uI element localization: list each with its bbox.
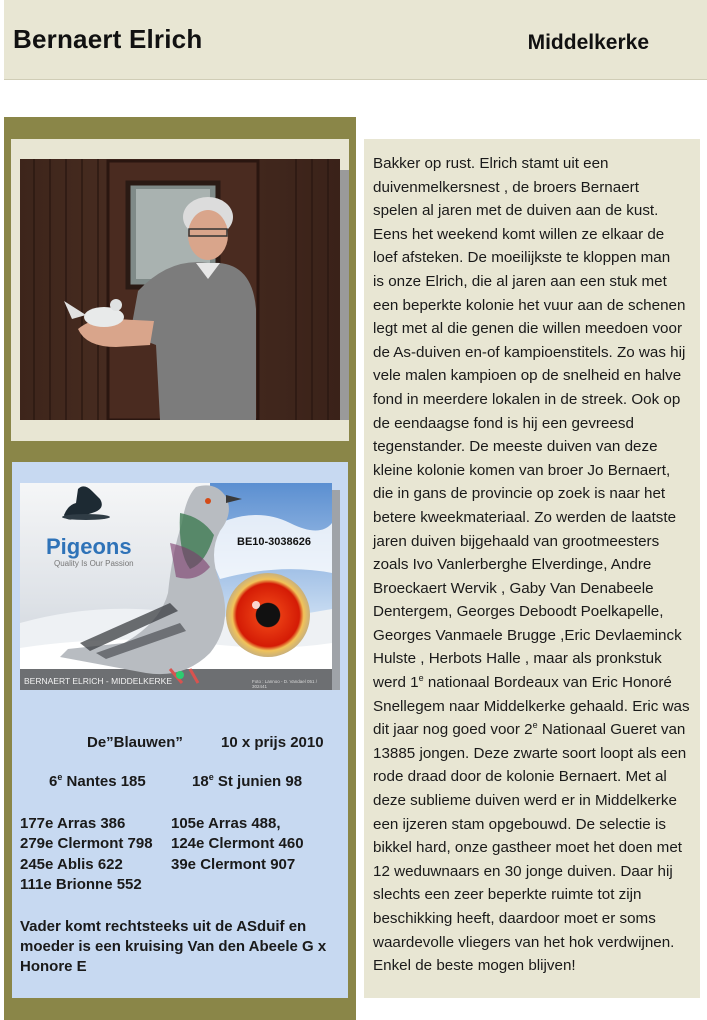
story-superscript: e bbox=[532, 720, 538, 731]
story-line: loef afsteken. De moeilijkste te kloppen man bbox=[373, 249, 671, 267]
top-result-1 bbox=[49, 773, 146, 790]
story-line: Dentergem, Georges Deboodt Poelkapelle, bbox=[373, 603, 664, 621]
top-result-2-sup: e bbox=[208, 772, 214, 782]
result-item: 279e Clermont 798 bbox=[20, 835, 153, 852]
result-item: 177e Arras 386 bbox=[20, 815, 126, 832]
top-result-2-rank: 18 bbox=[192, 773, 209, 790]
story-line: tegenstander. De meeste duiven van deze bbox=[373, 438, 658, 456]
fancier-name: Bernaert Elrich bbox=[13, 24, 203, 54]
page-header bbox=[4, 0, 707, 80]
story-line: rode draad door de kolonie Bernaert. Met al bbox=[373, 768, 667, 786]
story-line: kleine kolonie komen van broer Jo Bernaert, bbox=[373, 461, 671, 479]
story-line: jaren duiven bijgehaald van grootmeesters bbox=[373, 532, 660, 550]
card-caption: BERNAERT ELRICH - MIDDELKERKE bbox=[24, 676, 172, 686]
pedigree-line: Vader komt rechtsteeks uit de ASduif en bbox=[20, 918, 307, 935]
photo-credit: Foto : Lannoo - D. Vandael 051 / 302441 bbox=[252, 679, 317, 689]
story-line: die in gans de provincie op zoek is naar het bbox=[373, 485, 666, 503]
story-line: bikkel hard, onze gastheer moet het doen met bbox=[373, 839, 683, 857]
pigeon-card-art bbox=[20, 483, 332, 690]
story-line: beschikking heeft, daardoor moet er soms bbox=[373, 910, 656, 927]
story-line: duivenmelkersnest , de broers Bernaert bbox=[373, 178, 639, 196]
brand-tagline: Quality Is Our Passion bbox=[54, 559, 134, 568]
story-line: deze sublieme duiven werd er in Middelkerke bbox=[373, 792, 677, 810]
story-line: 12 weduwnaars en 30 jonge duiven. Daar hij bbox=[373, 862, 673, 880]
fancier-photo-drawing bbox=[20, 159, 340, 420]
story-line: is onze Elrich, die al jaren aan een stuk met bbox=[373, 272, 667, 290]
story-line: een ijzeren stam opgebouwd. De selectie is bbox=[373, 815, 666, 833]
result-item: 39e Clermont 907 bbox=[171, 856, 296, 873]
story-line: slechts een zeer beperkte ruimte tot zijn bbox=[373, 886, 642, 904]
story-line: vele malen kampioen op de snelheid en halve bbox=[373, 367, 682, 385]
story-fragment: nationaal Bordeaux van Eric Honoré bbox=[423, 674, 672, 692]
result-item: 105e Arras 488, bbox=[171, 815, 281, 832]
story-text bbox=[373, 152, 703, 978]
result-item: 245e Ablis 622 bbox=[20, 856, 123, 873]
story-line: zoals Ivo Vanlerberghe Elverdinge, Andre bbox=[373, 556, 652, 574]
story-line: Georges Vanmaele Brugge ,Eric Devlaeminck bbox=[373, 626, 682, 644]
ring-number: BE10-3038626 bbox=[237, 536, 312, 548]
bird-name: De”Blauwen” bbox=[87, 734, 183, 751]
story-fragment: Nationaal Gueret van bbox=[537, 721, 686, 739]
pigeon-card bbox=[20, 483, 332, 690]
story-line bbox=[373, 671, 703, 695]
fancier-town: Middelkerke bbox=[527, 31, 649, 54]
bird-prize-count: 10 x prijs 2010 bbox=[221, 734, 324, 751]
story-line: Snellegem naar Middelkerke gehaald. Eric was bbox=[373, 697, 690, 715]
story-superscript: e bbox=[418, 673, 424, 683]
top-result-1-sup: e bbox=[57, 772, 63, 782]
story-line: de eendaagse fond is hij een gevreesd bbox=[373, 414, 634, 432]
story-fragment: dit jaar nog goed voor 2 bbox=[373, 721, 533, 739]
story-line bbox=[373, 718, 703, 742]
story-line: een beperkte kolonie het vuur aan de schenen bbox=[373, 296, 686, 314]
story-line: waardevolle vliegers van het hok verdwijnen. bbox=[373, 933, 675, 951]
pedigree-line: Honore E bbox=[20, 958, 87, 975]
story-line: de As-duiven en-of kampioenstitels. Zo was hij bbox=[373, 343, 686, 361]
top-result-2 bbox=[192, 773, 302, 790]
result-item: 111e Brionne 552 bbox=[20, 876, 142, 893]
story-line: Bakker op rust. Elrich stamt uit een bbox=[373, 155, 609, 172]
story-line: Eens het weekend komt willen ze elkaar de bbox=[373, 225, 665, 243]
top-result-1-race: Nantes 185 bbox=[62, 773, 146, 790]
story-line: Hulste , Herbots Halle , maar als pronkstuk bbox=[373, 650, 662, 668]
story-line: spelen al jaren met de duiven aan de kust. bbox=[373, 202, 659, 220]
story-line: Broeckaert Wervik , Gaby Van Denabeele bbox=[373, 579, 654, 597]
brand-name: Pigeons bbox=[46, 534, 132, 559]
photo-shadow bbox=[340, 170, 349, 420]
story-line: 13885 jongen. Deze zwarte soort loopt als een bbox=[373, 744, 687, 762]
story-line: Enkel de beste mogen blijven! bbox=[373, 957, 576, 975]
fancier-photo bbox=[20, 159, 340, 420]
pedigree-line: moeder is een kruising Van den Abeele G x bbox=[20, 938, 327, 955]
story-fragment: werd 1 bbox=[373, 674, 419, 692]
top-result-1-rank: 6 bbox=[49, 773, 58, 790]
result-item: 124e Clermont 460 bbox=[171, 835, 304, 852]
story-line: fond in meerdere lokalen in de streek. Ook op bbox=[373, 390, 681, 408]
card-shadow bbox=[332, 490, 340, 690]
top-result-2-race: St junien 98 bbox=[213, 773, 303, 790]
story-line: betere kweekmateriaal. Zo werden de laatste bbox=[373, 508, 677, 526]
story-line: legt met al die genen die willen meedoen voor bbox=[373, 320, 683, 338]
